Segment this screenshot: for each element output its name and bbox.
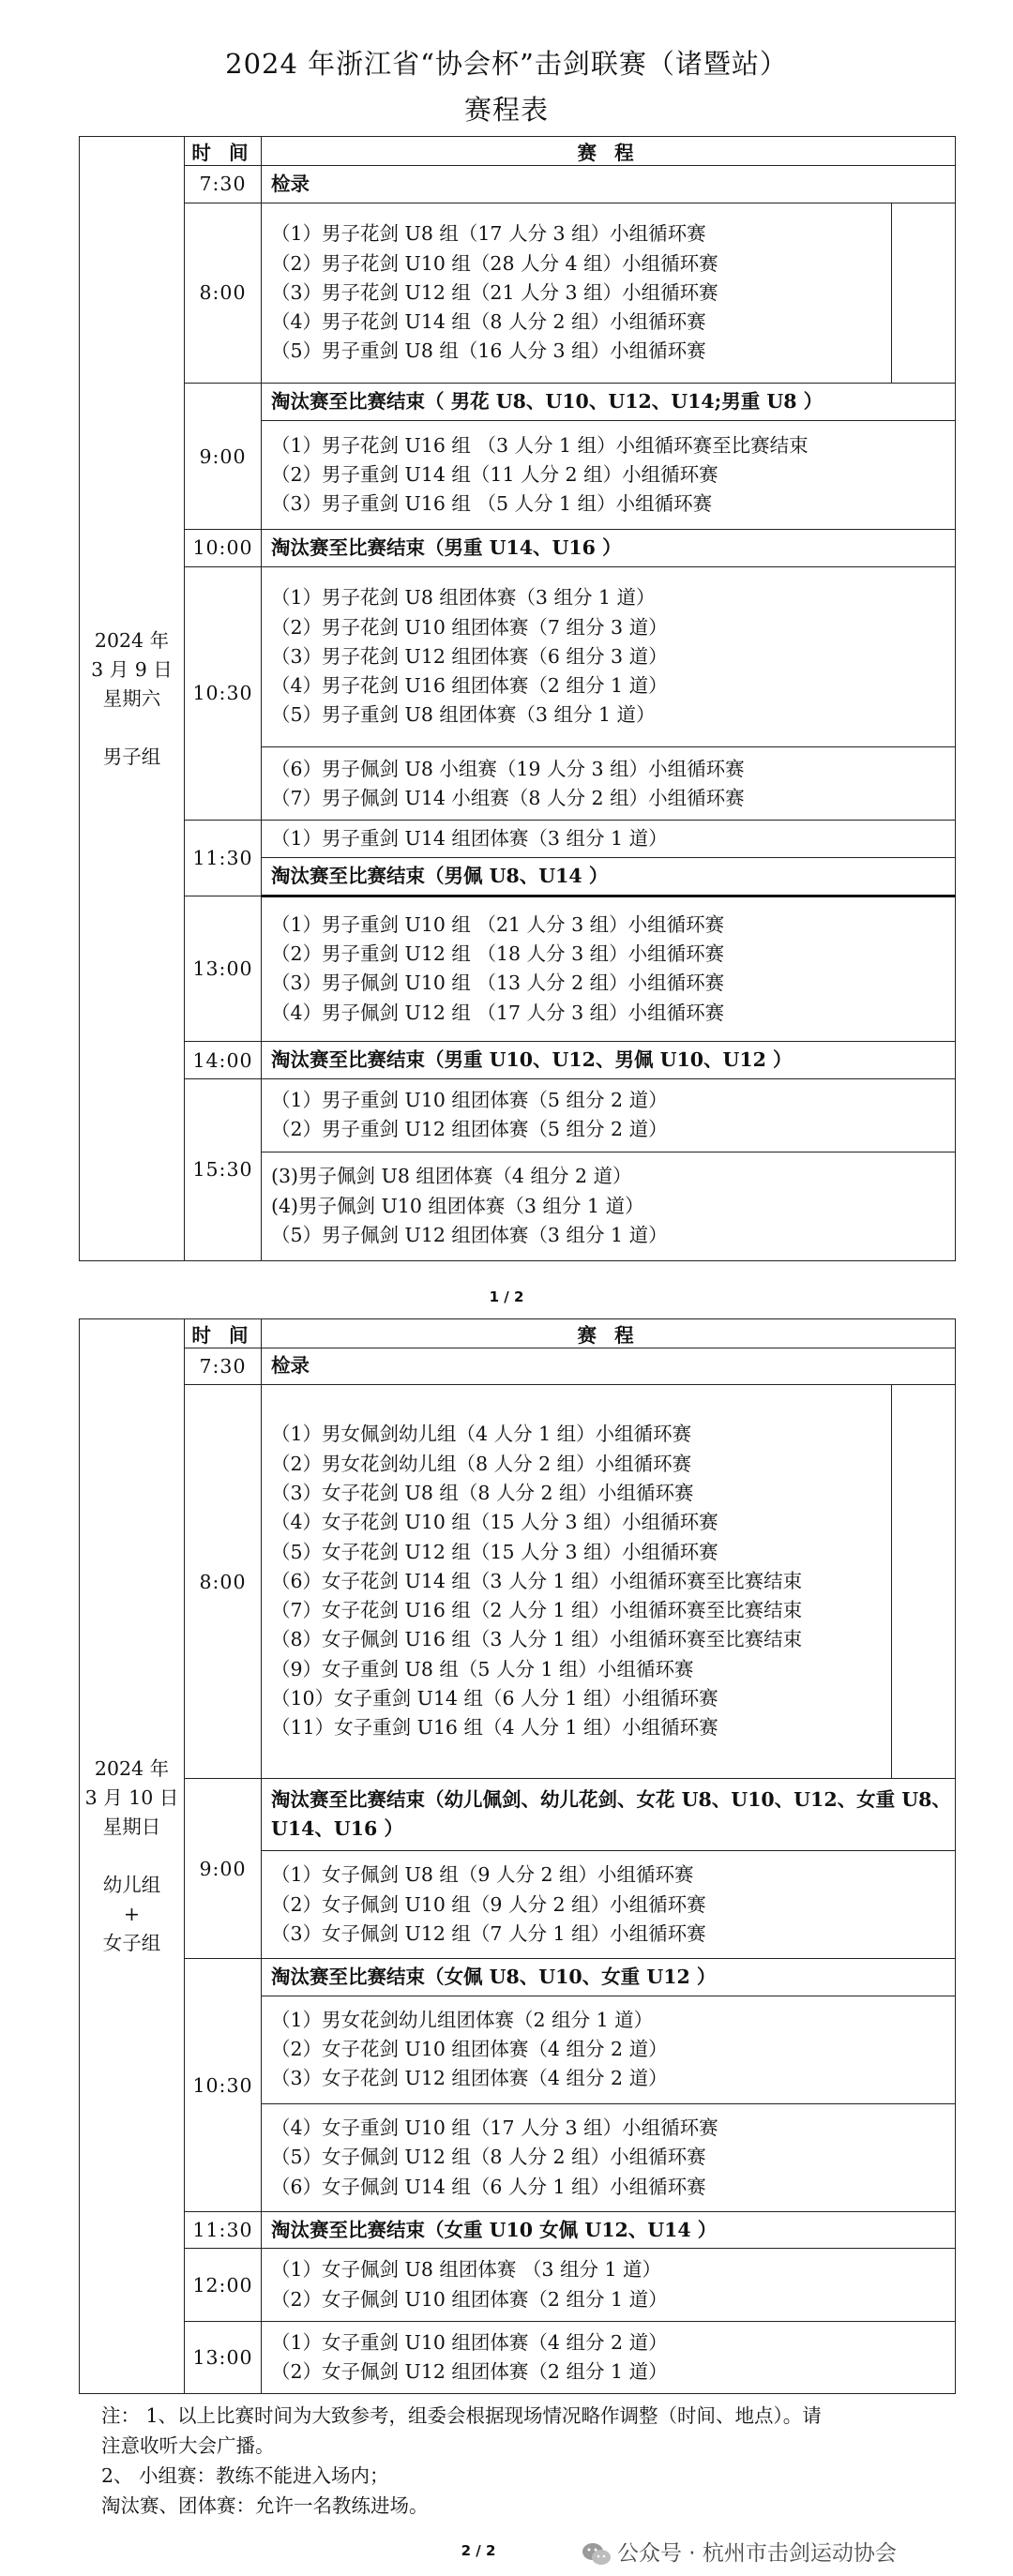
- schedule-row: [80, 2249, 956, 2321]
- knockout-note: 淘汰赛至比赛结束（幼儿佩剑、幼儿花剑、女花 U8、U10、U12、女重 U8、: [271, 1787, 951, 1811]
- event-line: (3)男子佩剑 U8 组团体赛（4 组分 2 道）: [271, 1165, 632, 1188]
- day-label: [80, 137, 185, 1261]
- event-cell: [262, 530, 956, 567]
- event-line: （8）女子佩剑 U16 组（3 人分 1 组）小组循环赛至比赛结束: [271, 1628, 803, 1651]
- event-line: （5）男子重剑 U8 组（16 人分 3 组）小组循环赛: [271, 339, 706, 363]
- knockout-note: 淘汰赛至比赛结束（男重 U10、U12、男佩 U10、U12 ）: [271, 1047, 793, 1071]
- event-cell: [262, 1851, 956, 1959]
- day-label: [80, 1319, 185, 2394]
- schedule-row: [80, 821, 956, 858]
- schedule-table-day1: [79, 136, 956, 1261]
- day-label-line: 男子组: [102, 745, 161, 768]
- schedule-row: [80, 203, 956, 384]
- time-header: 时 间: [185, 1319, 262, 1348]
- time-cell: 10:30: [185, 1959, 262, 2212]
- day-label-line: 3 月 10 日: [84, 1786, 179, 1809]
- schedule-header: 赛 程: [262, 1319, 956, 1348]
- time-cell: 10:00: [185, 530, 262, 567]
- event-line: （3）男子重剑 U16 组 （5 人分 1 组）小组循环赛: [271, 492, 713, 516]
- event-line: （2）男女花剑幼儿组（8 人分 2 组）小组循环赛: [271, 1452, 692, 1475]
- event-cell: [262, 747, 956, 821]
- event-line: （5）男子佩剑 U12 组团体赛（3 组分 1 道）: [271, 1224, 668, 1246]
- event-cell: [262, 2212, 956, 2249]
- wechat-icon: [582, 2541, 612, 2568]
- event-line: (4)男子佩剑 U10 组团体赛（3 组分 1 道）: [271, 1194, 644, 1217]
- event-line: （1）女子重剑 U10 组团体赛（4 组分 2 道）: [271, 2330, 668, 2354]
- event-line: （1）男子重剑 U10 组 （21 人分 3 组）小组循环赛: [271, 912, 725, 936]
- day-label-line: [80, 714, 184, 743]
- event-line: （5）女子花剑 U12 组（15 人分 3 组）小组循环赛: [271, 1540, 718, 1563]
- knockout-note: 淘汰赛至比赛结束（男佩 U8、U14 ）: [271, 864, 609, 887]
- event-line: （2）男子重剑 U12 组 （18 人分 3 组）小组循环赛: [271, 942, 725, 966]
- event-line: （3）女子佩剑 U12 组（7 人分 1 组）小组循环赛: [271, 1921, 706, 1945]
- knockout-note: 淘汰赛至比赛结束（男重 U14、U16 ）: [271, 535, 622, 559]
- document-subtitle: 赛程表: [463, 94, 549, 126]
- event-line: （2）女子佩剑 U10 组（9 人分 2 组）小组循环赛: [271, 1892, 706, 1916]
- event-line: （6）男子佩剑 U8 小组赛（19 人分 3 组）小组循环赛: [271, 757, 745, 780]
- time-cell: 11:30: [185, 2212, 262, 2249]
- schedule-row: [80, 1385, 956, 1779]
- time-cell: 8:00: [185, 203, 262, 384]
- day-label-line: 2024 年: [94, 628, 170, 652]
- event-line: （3）男子佩剑 U10 组 （13 人分 2 组）小组循环赛: [271, 972, 725, 995]
- event-cell: [262, 420, 956, 529]
- schedule-row: [80, 530, 956, 567]
- event-cell: [262, 166, 956, 203]
- event-line: （3）男子花剑 U12 组团体赛（6 组分 3 道）: [271, 644, 668, 668]
- event-line: （2）男子重剑 U12 组团体赛（5 组分 2 道）: [271, 1118, 668, 1141]
- event-cell: [262, 857, 956, 896]
- event-cell: [262, 2321, 956, 2393]
- event-line: （1）男女佩剑幼儿组（4 人分 1 组）小组循环赛: [271, 1423, 692, 1446]
- knockout-note: 检录: [271, 1354, 310, 1378]
- header-row: [80, 137, 956, 166]
- event-line: （3）女子花剑 U12 组团体赛（4 组分 2 道）: [271, 2067, 668, 2090]
- event-line: （3）男子花剑 U12 组（21 人分 3 组）小组循环赛: [271, 280, 718, 304]
- day-label-line: 星期六: [102, 686, 161, 710]
- event-cell: [262, 566, 956, 747]
- watermark-text: 公众号 · 杭州市击剑运动协会: [617, 2541, 897, 2566]
- blank-cell: [892, 1385, 956, 1779]
- schedule-row: [80, 1348, 956, 1385]
- knockout-note: 淘汰赛至比赛结束（女佩 U8、U10、女重 U12 ）: [271, 1965, 717, 1988]
- schedule-header: 赛 程: [262, 137, 956, 166]
- schedule-row: [80, 384, 956, 421]
- event-line: （1）女子佩剑 U8 组（9 人分 2 组）小组循环赛: [271, 1863, 694, 1887]
- event-line: （3）女子花剑 U8 组（8 人分 2 组）小组循环赛: [271, 1481, 694, 1504]
- event-line: （6）女子花剑 U14 组（3 人分 1 组）小组循环赛至比赛结束: [271, 1569, 803, 1592]
- header-row: [80, 1319, 956, 1348]
- event-cell: [262, 1152, 956, 1260]
- time-cell: 13:00: [185, 896, 262, 1042]
- time-cell: 9:00: [185, 1778, 262, 1959]
- schedule-row: [80, 1042, 956, 1079]
- schedule-row: [80, 1078, 956, 1152]
- event-cell: [262, 1778, 956, 1850]
- event-cell: [262, 821, 956, 858]
- event-line: （4）男子花剑 U14 组（8 人分 2 组）小组循环赛: [271, 310, 706, 334]
- event-line: （1）男女花剑幼儿组团体赛（2 组分 1 道）: [271, 2008, 654, 2031]
- page-number-2: 2 / 2: [461, 2542, 496, 2559]
- event-cell: [262, 1078, 956, 1152]
- event-line: （2）女子佩剑 U10 组团体赛（2 组分 1 道）: [271, 2287, 668, 2311]
- day-label-line: 幼儿组: [102, 1874, 161, 1896]
- day-label-line: +: [123, 1903, 141, 1925]
- event-line: （1）男子重剑 U10 组团体赛（5 组分 2 道）: [271, 1088, 668, 1111]
- event-line: （1）男子重剑 U14 组团体赛（3 组分 1 道）: [271, 826, 668, 850]
- day-label-line: 2024 年: [94, 1757, 170, 1780]
- event-line: （5）男子重剑 U8 组团体赛（3 组分 1 道）: [271, 703, 656, 727]
- event-line: （4）女子花剑 U10 组（15 人分 3 组）小组循环赛: [271, 1511, 718, 1534]
- time-cell: 11:30: [185, 821, 262, 896]
- day-label-line: 女子组: [102, 1932, 161, 1954]
- event-line: （1）男子花剑 U8 组团体赛（3 组分 1 道）: [271, 586, 656, 610]
- event-line: （7）女子花剑 U16 组（2 人分 1 组）小组循环赛至比赛结束: [271, 1599, 803, 1622]
- event-line: （2）男子花剑 U10 组团体赛（7 组分 3 道）: [271, 615, 668, 639]
- time-cell: 13:00: [185, 2321, 262, 2393]
- event-cell: [262, 2103, 956, 2211]
- time-cell: 9:00: [185, 384, 262, 530]
- event-line: （11）女子重剑 U16 组（4 人分 1 组）小组循环赛: [271, 1716, 718, 1740]
- event-cell: [262, 384, 956, 421]
- time-cell: 12:00: [185, 2249, 262, 2321]
- event-line: （7）男子佩剑 U14 小组赛（8 人分 2 组）小组循环赛: [271, 786, 745, 809]
- event-cell: [262, 1959, 956, 1996]
- schedule-row: [80, 2321, 956, 2393]
- event-line: （1）女子佩剑 U8 组团体赛 （3 组分 1 道）: [271, 2258, 662, 2282]
- time-cell: 7:30: [185, 166, 262, 203]
- event-line: （4）男子花剑 U16 组团体赛（2 组分 1 道）: [271, 674, 668, 698]
- event-cell: [262, 203, 892, 384]
- time-cell: 15:30: [185, 1078, 262, 1260]
- time-cell: 10:30: [185, 566, 262, 821]
- knockout-note: 淘汰赛至比赛结束（ 男花 U8、U10、U12、U14;男重 U8 ）: [271, 389, 824, 413]
- time-cell: 14:00: [185, 1042, 262, 1079]
- time-cell: 7:30: [185, 1348, 262, 1385]
- event-line: （2）男子花剑 U10 组（28 人分 4 组）小组循环赛: [271, 251, 718, 275]
- schedule-row: [80, 166, 956, 203]
- event-cell: [262, 1348, 956, 1385]
- event-cell: [262, 1385, 892, 1779]
- note-line: 注意收听大会广播。: [101, 2434, 275, 2457]
- schedule-row: [80, 896, 956, 1042]
- event-line: （10）女子重剑 U14 组（6 人分 1 组）小组循环赛: [271, 1687, 718, 1710]
- knockout-note: 淘汰赛至比赛结束（女重 U10 女佩 U12、U14 ）: [271, 2218, 718, 2241]
- page-number-1: 1 / 2: [489, 1288, 524, 1305]
- schedule-table-day2: [79, 1318, 956, 2394]
- document-title: 2024 年浙江省“协会杯”击剑联赛（诸暨站）: [225, 48, 788, 80]
- blank-cell: [892, 203, 956, 384]
- event-line: （1）男子花剑 U8 组（17 人分 3 组）小组循环赛: [271, 222, 706, 246]
- day-label-line: 星期日: [102, 1815, 161, 1838]
- event-cell: [262, 1996, 956, 2103]
- day-label-line: 3 月 9 日: [91, 657, 173, 681]
- knockout-note: U14、U16 ）: [271, 1816, 403, 1840]
- event-line: （1）男子花剑 U16 组 （3 人分 1 组）小组循环赛至比赛结束: [271, 433, 809, 457]
- note-line: 2、 小组赛：教练不能进入场内；: [101, 2464, 389, 2487]
- watermark: [582, 2536, 897, 2568]
- event-cell: [262, 1042, 956, 1079]
- event-line: （9）女子重剑 U8 组（5 人分 1 组）小组循环赛: [271, 1657, 694, 1680]
- schedule-row: [80, 1959, 956, 1996]
- event-line: （6）女子佩剑 U14 组（6 人分 1 组）小组循环赛: [271, 2175, 706, 2198]
- event-line: （2）男子重剑 U14 组（11 人分 2 组）小组循环赛: [271, 462, 718, 486]
- event-line: （2）女子花剑 U10 组团体赛（4 组分 2 道）: [271, 2038, 668, 2061]
- notes: [101, 2401, 945, 2521]
- schedule-row: [80, 566, 956, 747]
- event-cell: [262, 2249, 956, 2321]
- time-header: 时 间: [185, 137, 262, 166]
- event-line: （4）女子重剑 U10 组（17 人分 3 组）小组循环赛: [271, 2117, 718, 2140]
- note-line: 淘汰赛、团体赛：允许一名教练进场。: [101, 2494, 429, 2517]
- event-line: （2）女子佩剑 U12 组团体赛（2 组分 1 道）: [271, 2359, 668, 2383]
- note-line: 注： 1、以上比赛时间为大致参考，组委会根据现场情况略作调整（时间、地点）。请: [101, 2404, 822, 2427]
- schedule-row: [80, 2212, 956, 2249]
- event-line: （4）男子佩剑 U12 组 （17 人分 3 组）小组循环赛: [271, 1001, 725, 1024]
- day-label-line: [80, 1842, 184, 1871]
- event-line: （5）女子佩剑 U12 组（8 人分 2 组）小组循环赛: [271, 2146, 706, 2169]
- event-cell: [262, 896, 956, 1042]
- schedule-row: [80, 1778, 956, 1850]
- knockout-note: 检录: [271, 172, 310, 195]
- time-cell: 8:00: [185, 1385, 262, 1779]
